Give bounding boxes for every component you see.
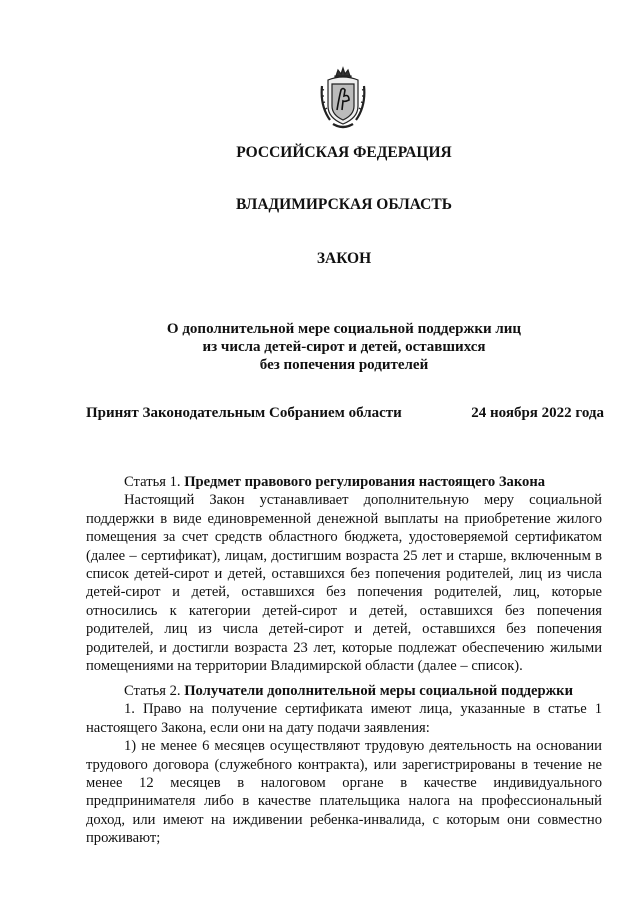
law-title-line: без попечения родителей	[259, 357, 429, 373]
article-2	[86, 682, 602, 848]
article-label: Статья 1.	[124, 474, 181, 490]
article-heading	[86, 682, 602, 700]
article-label: Статья 2.	[124, 683, 181, 699]
law-title-line: из числа детей-сирот и детей, оставшихся	[202, 339, 486, 355]
article-1	[86, 473, 602, 675]
country-heading: РОССИЙСКАЯ ФЕДЕРАЦИЯ	[236, 144, 452, 161]
article-paragraph: Настоящий Закон устанавливает дополнительную меру социальной поддержки в виде единовременной денежной выплаты на приобретение жилого помещения за счет средств областного бюджета, удостоверяемой сертификатом (далее – сертификат), лицам, достигшим возраста 25 лет и старше, включенным в список детей-сирот и детей, оставшихся без попечения родителей, лиц из числа детей-сирот и детей, оставшихся без попечения родителей, лиц, которые относились к категории детей-сирот и детей, оставшихся без попечения родителей, лиц из числа детей-сирот и детей, оставшихся без попечения родителей, и достигли возраста 23 лет, которые подлежат обеспечению жилыми помещениями на территории Владимирской области (далее – список).	[86, 492, 602, 675]
adoption-date: 24 ноября 2022 года	[471, 405, 604, 421]
article-title: Предмет правового регулирования настоящего Закона	[184, 474, 546, 490]
article-title: Получатели дополнительной меры социальной поддержки	[184, 683, 573, 699]
adoption-text: Принят Законодательным Собранием области	[86, 405, 402, 421]
law-title-line: О дополнительной мере социальной поддержки лиц	[166, 321, 522, 337]
article-paragraph: 1) не менее 6 месяцев осуществляют трудовую деятельность на основании трудового договора (служебного контракта), или зарегистрированы в течение не менее 12 месяцев в налоговом органе в качестве индивидуального предпринимателя либо в качестве плательщика налога на профессиональный доход, или имеют на иждивении ребенка-инвалида, с которым они совместно проживают;	[86, 738, 602, 847]
article-paragraph: 1. Право на получение сертификата имеют лица, указанные в статье 1 настоящего Закона, если они на дату подачи заявления:	[86, 701, 602, 736]
region-heading: ВЛАДИМИРСКАЯ ОБЛАСТЬ	[236, 196, 452, 213]
adoption-line	[86, 405, 604, 422]
law-title	[48, 320, 640, 374]
coat-of-arms-icon	[319, 66, 367, 132]
document-type-heading: ЗАКОН	[316, 250, 372, 267]
article-heading	[86, 473, 602, 491]
